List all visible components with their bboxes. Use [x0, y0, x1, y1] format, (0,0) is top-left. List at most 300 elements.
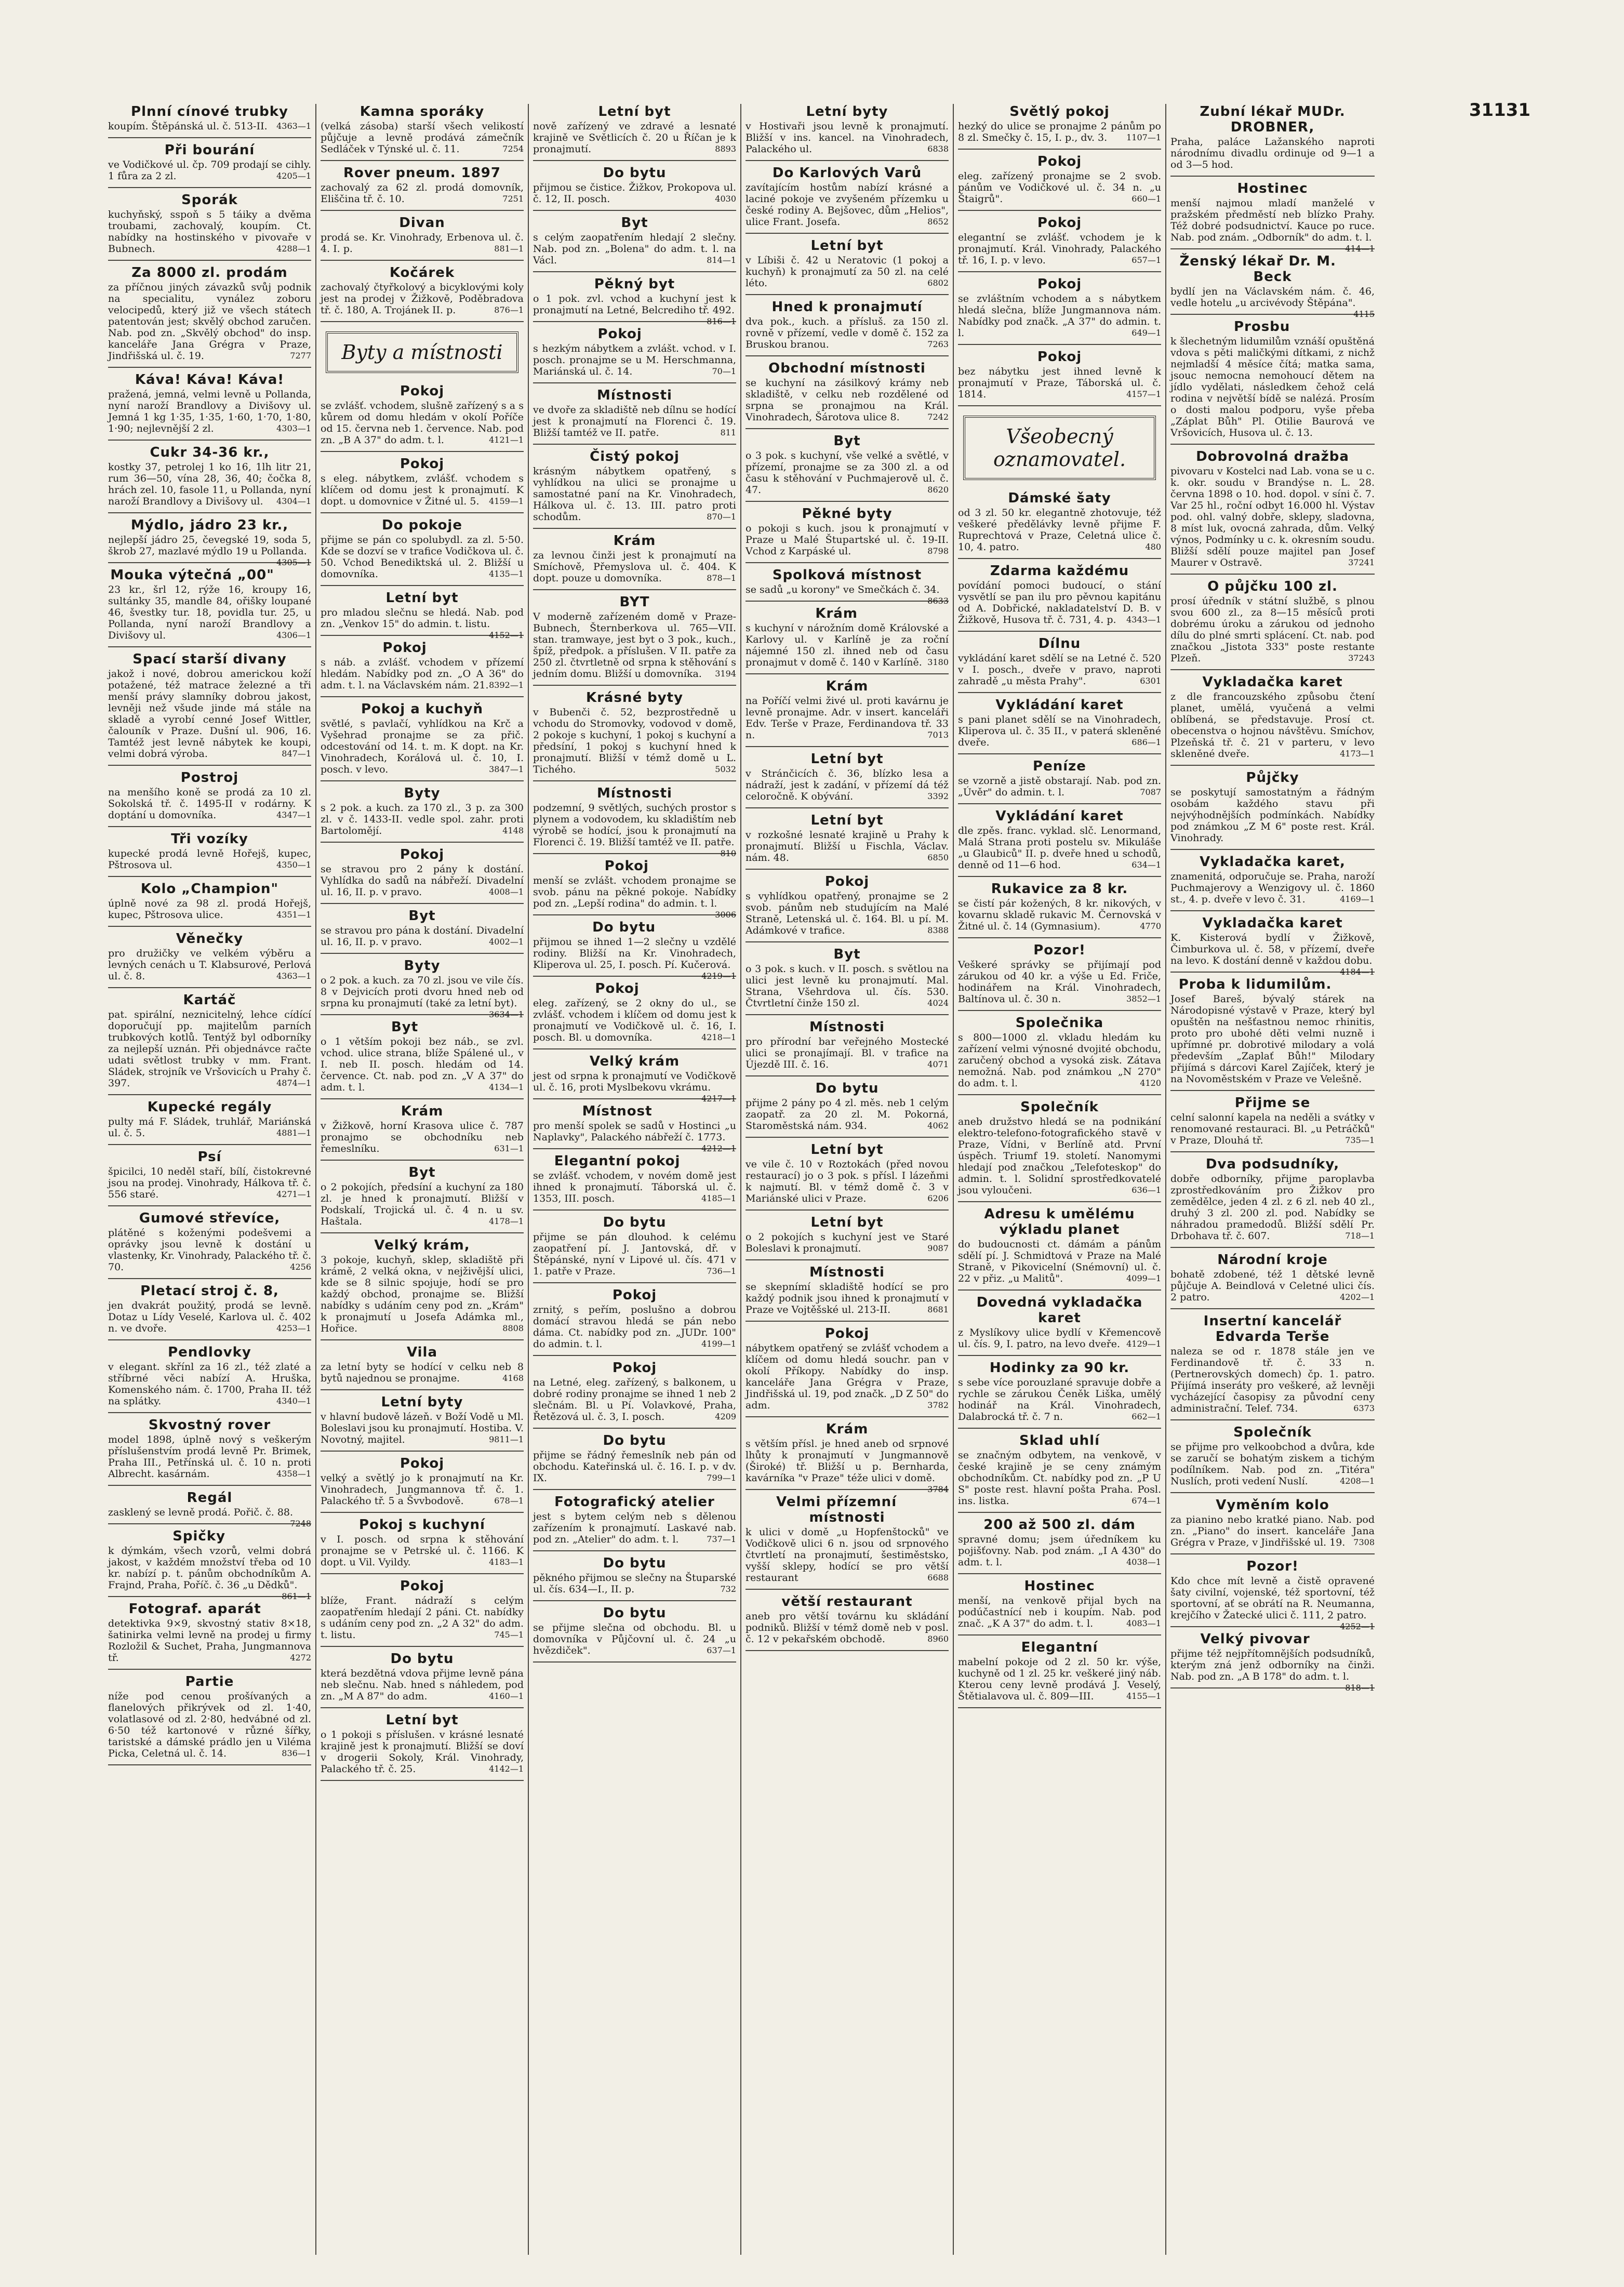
ad-headline: Tři vozíky	[171, 831, 248, 847]
ad-headline: Místnosti	[809, 1265, 885, 1280]
ad-body: s hezkým nábytkem a zvlášt. vchod. v I. posch. pronajme se u M. Herschmanna, Mariánská ul. č. 14.	[533, 343, 736, 377]
ad-body: úplně nové za 98 zl. prodá Hořejš, kupec, Pštrosova ulice.	[108, 898, 311, 921]
ad-text	[321, 657, 524, 691]
ad-number: 4881—1	[276, 1128, 311, 1138]
ad-number: 4008—1	[489, 887, 524, 897]
ad-body: spravné domu; jsem úředníkem ku pojišťovny. Nab. pod znám. „I A 430" do adm. t. l.	[958, 1534, 1161, 1568]
ad-body: za pianino nebo kratké piano. Nab. pod zn. „Piano" do insert. kanceláře Jana Grégra v Praze, v Jindřišské ul. 19.	[1170, 1514, 1375, 1548]
classified-ad	[958, 1206, 1161, 1284]
ad-headline: Za 8000 zl. prodám	[131, 265, 288, 281]
ad-headline: Pozor!	[1246, 1559, 1299, 1574]
ad-text	[321, 182, 524, 205]
section-heading: Všeobecný oznamovatel.	[963, 416, 1156, 480]
ad-body: celní salonní kapela na neděli a svátky v renomované restauraci. Bl. „u Petráčků" v Praze, Dlouhá tř.	[1170, 1112, 1375, 1146]
ad-headline: Insertní kancelář Edvarda Terše	[1203, 1313, 1342, 1345]
ad-number: 8681	[927, 1305, 949, 1314]
classified-ad	[958, 349, 1161, 400]
ad-text	[533, 998, 736, 1043]
ad-divider	[108, 1764, 311, 1765]
ad-body: se přijme slečna od obchodu. Bl. u domovníka v Půjčovní ul. č. 24 „u hvězdiček".	[533, 1622, 736, 1656]
ad-headline: Byt	[408, 1165, 436, 1180]
ad-headline: Společnika	[1015, 1015, 1104, 1031]
ad-divider	[321, 585, 524, 586]
ad-headline: Kupecké regály	[147, 1099, 272, 1115]
ad-body: bez nábytku jest ihned levně k pronajmutí v Praze, Táborská ul. č. 1814.	[958, 366, 1161, 400]
column-5	[954, 104, 1166, 2255]
ad-text	[746, 890, 949, 936]
ad-divider	[746, 428, 949, 429]
ad-text	[533, 182, 736, 205]
ad-divider	[108, 1596, 311, 1597]
ad-text	[533, 936, 736, 981]
ad-body: 3 pokoje, kuchyň, sklep, skladiště při krámě, 2 velká okna, v nejživější ulici, kde se 8 silnic spojuje, hodí se pro každý obchod, pronajme se. Bližší nabídky s udáním ceny pod zn. „Krám" k pronajmutí u Josefa Adámka ml., Hořice.	[321, 1254, 524, 1334]
ad-text	[746, 1526, 949, 1584]
ad-headline: Pokoj	[612, 1287, 657, 1303]
classified-ad	[321, 165, 524, 205]
ad-divider	[533, 271, 736, 272]
ad-body: menší najmou mladí manželé v pražském předměstí neb blízko Prahy. Též dobré podsudnictví. Kauce po ruce. Nab. pod znám. „Odborník" do adm. t. l.	[1170, 197, 1375, 243]
ad-body: menší se zvlášt. vchodem pronajme se svob. pánu na pěkné pokoje. Nabídky pod zn. „Lepší rodina" do admin. t. l.	[533, 875, 736, 909]
ad-divider	[958, 1289, 1161, 1291]
ad-body: jen dvakrát použitý, prodá se levně. Dotaz u Lídy Veselé, Karlova ul. č. 402 n. ve dvoře.	[108, 1300, 311, 1334]
ad-headline: Místnosti	[809, 1019, 885, 1035]
ad-body: na Poříčí velmi živé ul. proti kavárnu je levně pronajme. Adr. v insert. kanceláři Edv. Terše v Praze, Ferdinandova tř. 33 n.	[746, 695, 949, 741]
ad-divider	[321, 953, 524, 954]
ad-headline: Kartáč	[183, 992, 236, 1008]
ad-headline: Letní byt	[598, 104, 671, 119]
ad-divider	[533, 1661, 736, 1663]
ad-text	[108, 1361, 311, 1407]
classified-ad	[533, 388, 736, 438]
ad-divider	[1170, 1247, 1375, 1248]
ad-text	[1170, 691, 1375, 760]
ad-text	[321, 1254, 524, 1334]
ad-body: za příčnou jiných závazků svůj podnik na specialitu, vynález zoboru velocipedů, který již ve všech státech patentován jest; skvělý obchod zaručen. Nab. pod zn. „Skvělý obchod" do insp. kanceláře Jana Grégra v Praze, Jindřišská ul. č. 19.	[108, 282, 311, 362]
ad-divider	[1170, 574, 1375, 575]
ad-body: se vzorně a jistě obstarají. Nab. pod zn. „Úvěr" do admin. t. l.	[958, 775, 1161, 798]
classified-ad	[1170, 1313, 1375, 1414]
classified-ad	[533, 533, 736, 584]
classified-ad	[321, 1394, 524, 1445]
classified-ad	[958, 276, 1161, 339]
ad-text	[321, 121, 524, 155]
classified-ad	[108, 931, 311, 982]
ad-number: 9087	[927, 1243, 949, 1253]
classified-ad	[958, 697, 1161, 748]
classified-ad	[533, 449, 736, 523]
classified-ad	[108, 770, 311, 821]
ad-number: 4185—1	[701, 1193, 736, 1203]
ad-headline: Vykladačka karet	[1202, 674, 1343, 690]
ad-number: 4304—1	[276, 496, 311, 506]
ad-text	[533, 1070, 736, 1103]
ad-divider	[321, 512, 524, 513]
ad-number: 878—1	[707, 573, 736, 583]
ad-text	[958, 121, 1161, 143]
ad-body: prodá se. Kr. Vinohrady, Erbenova ul. č. 4. I. p.	[321, 232, 524, 255]
ad-number: 6301	[1140, 676, 1161, 686]
ad-divider	[533, 914, 736, 915]
ad-number: 5032	[715, 764, 736, 774]
ad-divider	[1170, 176, 1375, 177]
ad-number: 8388	[927, 925, 949, 935]
ad-divider	[533, 321, 736, 322]
ad-body: do budoucnosti ct. dámám a pánům sdělí pí. J. Schmidtová v Praze na Malé Straně, v Pikovicelní (Snémovní) ul. č. 22 v přiz. „u Malitů".	[958, 1239, 1161, 1284]
ad-headline: Místnosti	[597, 388, 672, 403]
ad-number: 8893	[715, 144, 736, 154]
ad-text	[746, 1097, 949, 1132]
ad-headline: Proba k lidumilům.	[1178, 977, 1332, 992]
ad-number: 414—1	[1345, 244, 1375, 254]
ad-text	[108, 1691, 311, 1759]
ad-divider	[746, 294, 949, 295]
ad-body: menší, na venkově přijal bych na podúčastnící neb i koupím. Nab. pod znač. „K A 37" do adm. t. l.	[958, 1595, 1161, 1629]
ad-divider	[533, 589, 736, 590]
ad-number: 4252—1	[1340, 1621, 1375, 1631]
classified-ad	[746, 1142, 949, 1204]
classified-ad	[321, 590, 524, 640]
classified-ad	[321, 383, 524, 446]
ad-number: 636—1	[1132, 1185, 1161, 1195]
classified-ad	[533, 786, 736, 858]
ad-body: zasklený se levně prodá. Pořič. č. 88.	[108, 1507, 294, 1518]
classified-ad	[1170, 1252, 1375, 1303]
ad-divider	[746, 501, 949, 502]
ad-headline: Pozor!	[1033, 942, 1086, 958]
classified-ad	[746, 238, 949, 289]
ad-number: 4062	[927, 1121, 949, 1131]
classified-ad	[958, 759, 1161, 798]
ad-divider	[1170, 314, 1375, 315]
classified-ad	[108, 517, 311, 567]
ad-divider	[746, 746, 949, 747]
ad-headline: Psí	[197, 1149, 222, 1165]
ad-body: Kdo chce mít levně a čistě opravené šaty civilní, vojenské, též sportovní, též sportovní, ať se obrátí na R. Neumanna, krejčího v Žatecké ulici č. 111, 2 patro.	[1170, 1575, 1375, 1621]
ad-text	[533, 1231, 736, 1277]
ad-body: v Hostivaři jsou levně k pronajmutí. Bližší v ins. kancel. na Vinohradech, Palackého ul.	[746, 121, 949, 155]
ad-headline: Káva! Káva! Káva!	[135, 372, 285, 388]
ad-text	[958, 1239, 1161, 1284]
ad-text	[746, 584, 949, 606]
ad-divider	[958, 558, 1161, 559]
ad-number: 70—1	[712, 366, 736, 376]
ad-text	[321, 534, 524, 580]
classified-ad	[1170, 1559, 1375, 1631]
ad-number: 7308	[1353, 1537, 1375, 1547]
ad-text	[746, 768, 949, 802]
ad-headline: Pěkný byt	[594, 276, 675, 292]
ad-body: zachovalý čtyřkolový a bicyklovými koly jest na prodej v Žižkově, Poděbradova tř. č. 180, A. Trojánek II. p.	[321, 282, 524, 316]
classified-ad	[321, 1517, 524, 1568]
ad-number: 4202—1	[1340, 1292, 1375, 1302]
ad-number: 3852—1	[1126, 994, 1161, 1004]
ad-body: v Stránčicích č. 36, blízko lesa a nádraží, jest k zadání, v přízemí dá též celoročně. K obývání.	[746, 768, 949, 802]
ad-divider	[1170, 1553, 1375, 1554]
ad-text	[533, 232, 736, 266]
ad-number: 4148	[502, 826, 524, 835]
ad-divider	[321, 210, 524, 211]
ad-headline: Dva podsudníky,	[1205, 1156, 1340, 1172]
ad-body: koupím. Štěpánská ul. č. 513-II.	[108, 121, 268, 132]
ad-divider	[746, 1489, 949, 1490]
ad-text	[958, 1656, 1161, 1702]
classified-ad	[321, 104, 524, 155]
ad-number: 4305—1	[276, 557, 311, 567]
ad-number: 4205—1	[276, 171, 311, 181]
classified-ad	[1170, 579, 1375, 664]
classified-ad	[1170, 449, 1375, 568]
ad-body: přijme 2 pány po 4 zl. měs. neb 1 celým zaopatř. za 20 zl. M. Pokorná, Staroměstská nám. 934.	[746, 1097, 949, 1132]
classified-ad	[108, 831, 311, 871]
classified-ad	[108, 192, 311, 255]
ad-number: 3006	[715, 910, 736, 920]
ad-headline: Místnosti	[597, 786, 672, 801]
ad-divider	[321, 1707, 524, 1708]
ad-number: 4038—1	[1126, 1557, 1161, 1567]
ad-body: z dle francouzského způsobu čtení planet, umělá, vyučená a velmi oblíbená, se představuje. Prosí ct. obecenstva o hojnou návštěvu. Smíchov, Plzeňská tř. č. 21 v parteru, v levo skleněné dveře.	[1170, 691, 1375, 760]
ad-headline: Do bytu	[603, 1605, 667, 1621]
ad-text	[533, 611, 736, 680]
ad-divider	[958, 1201, 1161, 1202]
classified-ad	[321, 1165, 524, 1227]
ad-headline: Byty	[404, 958, 441, 974]
ad-headline: Krám	[826, 1421, 869, 1437]
ad-headline: Dobrovolná dražba	[1196, 449, 1349, 464]
ad-text	[746, 1036, 949, 1070]
ad-headline: Hodinky za 90 kr.	[989, 1360, 1130, 1376]
ad-divider	[958, 1094, 1161, 1095]
ad-number: 4209	[715, 1412, 736, 1421]
ad-headline: Pokoj	[400, 1456, 445, 1471]
ad-body: ve dvoře za skladiště neb dílnu se hodící jest k pronajmutí na Florenci č. 19. Bližší tamtéž ve II. patře.	[533, 404, 736, 438]
ad-text	[321, 925, 524, 948]
ad-body: velký a světlý jo k pronajmutí na Kr. Vinohradech, Jungmannova tř. č. 1. Palackého tř. 5 a Švvbodově.	[321, 1472, 524, 1507]
ad-divider	[1170, 1492, 1375, 1493]
ad-body: podzemní, 9 světlých, suchých prostor s plynem a vodovodem, ku skladištím neb výrobě se hodící, jsou k pronajmutí na Florenci č. 19. Bližší tamtéž ve II. patře.	[533, 802, 736, 848]
classified-ad	[746, 1421, 949, 1494]
ad-headline: Postroj	[180, 770, 239, 786]
ad-body: za levnou činži jest k pronajmutí na Smíchově, Přemyslova ul. č. 404. K dopt. pouze u domovníka.	[533, 550, 736, 584]
ad-divider	[321, 1232, 524, 1233]
ad-text	[746, 1611, 949, 1645]
classified-ad	[746, 1326, 949, 1411]
ad-body: k šlechetným lidumilům vznáší opuštěná vdova s pěti maličkými dítkami, z nichž nejmladší 4 měsíce čítá; matka sama, jsouc nemocna nemohoucí dětem na jídlo vydělati, následkem čehož celá rodina v největší bídě se nalézá. Prosím o dosti malou podporu, vyše přeba „Záplat Bůh" Pl. Otilie Baurová ve Vršovicích, Husova ul. č. 13.	[1170, 336, 1375, 438]
ad-number: 4303—1	[276, 423, 311, 433]
ad-number: 8620	[927, 485, 949, 495]
ad-body: V moderně zařízeném domě v Praze-Bubnech, Šternberkova ul. 765—VII. stan. tramwaye, jest byt o 3 pok., kuch., špíž, předpok. a příslušen. V II. patře za 250 zl. čtvrtletně od srpna k stěhování s jedním domu. Bližší u domovníka.	[533, 611, 736, 680]
ad-headline: Sklad uhlí	[1019, 1433, 1100, 1448]
ad-text	[1170, 1173, 1375, 1242]
classified-ad	[533, 326, 736, 377]
classified-ad	[321, 1238, 524, 1334]
ad-body: bydlí jen na Václavském nám. č. 46, vedle hotelu „u arcivévody Štěpána".	[1170, 286, 1375, 309]
ad-text	[321, 1036, 524, 1093]
ad-headline: Pokoj	[612, 1360, 657, 1376]
classified-ad	[108, 1345, 311, 1407]
ad-body: bohatě zdobené, též 1 dětské levně půjčuje A. Beindlová v Celetné ulici čís. 2 patro.	[1170, 1269, 1375, 1303]
ad-body: přijme též nejpřítomnějších podsudníků, kterým zná jenž odborníky na činži. Nab. pod zn. „A B 178" do adm. t. l.	[1170, 1648, 1375, 1682]
ad-text	[958, 775, 1161, 798]
ad-divider	[321, 1512, 524, 1513]
ad-headline: Fotografický atelier	[554, 1494, 715, 1510]
ad-text	[958, 170, 1161, 205]
classified-ad	[108, 1283, 311, 1334]
ad-headline: Gumové střevíce,	[139, 1211, 281, 1226]
classified-ad	[533, 1287, 736, 1350]
ad-headline: Pendlovky	[168, 1345, 251, 1360]
ad-number: 4184—1	[1340, 967, 1375, 977]
ad-headline: Spolková místnost	[772, 567, 922, 583]
ad-number: 4134—1	[489, 1082, 524, 1092]
ad-headline: Divan	[399, 215, 445, 231]
ad-headline: Společník	[1233, 1425, 1312, 1440]
ad-headline: Ženský lékař Dr. M. Beck	[1179, 254, 1336, 285]
ad-divider	[533, 528, 736, 529]
ad-body: povídání pomoci budoucí, o stání vysvětlí se pan ilu pro pěvnou kapitánu od A. Dobřické, nakladatelství D. B. v Žižkově, Husova tř. č. 731, 4. p.	[958, 580, 1161, 626]
ad-text	[108, 848, 311, 871]
ad-body: nejlepší jádro 25, čevegské 19, soda 5, škrob 27, mazlavé mýdlo 19 u Pollanda.	[108, 534, 311, 557]
ad-body: se zvláštním vchodem a s nábytkem hledá slečna, blíže Jungmannova nám. Nabídky pod značk. „A 37" do admin. t. l.	[958, 293, 1161, 339]
classified-ad	[321, 908, 524, 948]
ad-body: pro přírodní bar veřejného Mostecké ulici se pronajímají. Bl. v trafice na Újezdě III. č. 16.	[746, 1036, 949, 1070]
ad-text	[108, 534, 311, 567]
ad-number: 686—1	[1132, 737, 1161, 747]
ad-number: 876—1	[494, 305, 524, 315]
ad-headline: Letní byty	[381, 1394, 463, 1410]
ad-headline: Pokoj	[1037, 215, 1082, 231]
ad-number: 745—1	[494, 1630, 524, 1640]
classified-ad	[533, 1054, 736, 1103]
ad-text	[533, 1120, 736, 1153]
ad-text	[108, 282, 311, 362]
ad-divider	[533, 210, 736, 211]
ad-body: světlé, s pavlačí, vyhlídkou na Krč a Vyšehrad pronajme se za přič. odcestování od 14. t. m. K dopt. na Kr. Vinohradech, Korálová ul. č. 10, I. posch. v levo.	[321, 718, 524, 775]
classified-ad	[533, 1153, 736, 1204]
ad-divider	[958, 149, 1161, 150]
ad-headline: Plnní cínové trubky	[131, 104, 288, 119]
ad-divider	[321, 160, 524, 161]
ad-number: 4129—1	[1126, 1339, 1161, 1349]
ad-body: dle zpěs. franc. vyklad. slč. Lenormand, Malá Strana proti postelu sv. Mikuláše „u Glaubiců" II. p. dveře hned u schodů, denně od 11—6 hod.	[958, 825, 1161, 871]
ad-number: 649—1	[1132, 328, 1161, 338]
classified-ad	[533, 104, 736, 155]
ad-divider	[1170, 849, 1375, 850]
ad-headline: Partie	[185, 1674, 234, 1690]
ad-divider	[108, 1144, 311, 1145]
classified-ad	[958, 1360, 1161, 1422]
ad-number: 4159—1	[489, 496, 524, 506]
ad-number: 3634—1	[489, 1009, 524, 1019]
ad-headline: Půjčky	[1246, 770, 1299, 786]
ad-body: zachovalý za 62 zl. prodá domovník, Eliščina tř. č. 10.	[321, 182, 524, 205]
ad-number: 4169—1	[1340, 894, 1375, 904]
ad-headline: Krásné byty	[585, 690, 684, 706]
ad-divider	[108, 826, 311, 827]
ad-body: kuchyňský, sspoň s 5 táiky a dvěma troubami, zachovalý, koupím. Ct. nabídky na hostinského v pivovaře v Bubnech.	[108, 209, 311, 255]
ad-body: K. Kisterová bydlí v Žižkově, Čimburkova ul. č. 58, v přízemí, dveře na levo. K dostání denně v každou dobu.	[1170, 932, 1375, 966]
ad-divider	[108, 1669, 311, 1670]
ad-divider	[533, 1209, 736, 1211]
ad-body: s sebe více porouzlané spravuje dobře a rychle se zárukou Čeněk Liška, umělý hodinář na Král. Vinohradech, Dalabrocká tř. č. 7 n.	[958, 1377, 1161, 1422]
classified-ad	[321, 1456, 524, 1507]
ad-number: 7251	[502, 194, 524, 204]
ad-body: se sadů „u korony" ve Smečkách č. 34.	[746, 584, 940, 595]
ad-headline: Pletací stroj č. 8,	[140, 1283, 279, 1299]
ad-text	[321, 1361, 524, 1384]
ad-headline: Při bourání	[164, 142, 255, 158]
ad-divider	[746, 1075, 949, 1076]
ad-headline: Do bytu	[603, 165, 667, 181]
classified-ad	[108, 1149, 311, 1200]
ad-text	[108, 1227, 311, 1273]
ad-text	[533, 293, 736, 326]
ad-headline: větší restaurant	[781, 1594, 913, 1610]
ad-body: Praha, paláce Lažanského naproti národnímu divadlu ordinuje od 9—1 a od 3—5 hod.	[1170, 136, 1375, 170]
ad-text	[746, 1231, 949, 1254]
classified-ad	[533, 1360, 736, 1422]
ad-headline: Velmi přízemní místnosti	[776, 1494, 897, 1525]
ad-headline: Pokoj	[400, 1578, 445, 1594]
ad-text	[958, 293, 1161, 339]
ad-body: pulty má F. Sládek, truhlář, Mariánská ul. č. 5.	[108, 1116, 311, 1139]
ad-divider	[746, 562, 949, 563]
ad-text	[746, 316, 949, 350]
ad-text	[108, 1618, 311, 1664]
ad-body: znamenitá, odporučuje se. Praha, naroží Puchmajerovy a Wenzigovy ul. č. 1860 st., 4. p. dveře v levo č. 31.	[1170, 871, 1375, 905]
ad-number: 660—1	[1132, 194, 1161, 204]
ad-text	[958, 366, 1161, 400]
ad-text	[1170, 1514, 1375, 1548]
ad-body: o 2 pok. a kuch. za 70 zl. jsou ve vile čís. 8 v Dejvicích proti dvoru hned neb od srpna ku pronajmutí (také za letní byt).	[321, 975, 524, 1009]
ad-headline: Vila	[406, 1345, 438, 1360]
ad-number: 4253—1	[276, 1323, 311, 1333]
ad-text	[108, 948, 311, 982]
ad-text	[1170, 197, 1375, 254]
ad-number: 816—1	[707, 316, 736, 326]
ad-body: která bezdětná vdova přijme levně pána neb slečnu. Nab. hned s náhledem, pod zn. „M A 87" do adm.	[321, 1668, 524, 1702]
ad-text	[958, 653, 1161, 687]
ad-body: k ulici v domě „u Hopfenštocků" ve Vodičkově ulici 6 n. jsou od srpnového čtvrtletí na pronajmutí, šestiměstsko, vyšší sklepy, hodící se pro větší restaurant	[746, 1526, 949, 1584]
ad-text	[108, 668, 311, 760]
classified-ad	[533, 1605, 736, 1656]
ad-divider	[1170, 1090, 1375, 1091]
ad-divider	[533, 853, 736, 854]
classified-ad	[533, 594, 736, 680]
ad-number: 4178—1	[489, 1216, 524, 1226]
ad-body: v Žižkově, horní Krasova ulice č. 787 pronajmo se obchodníku neb řemeslníku.	[321, 1120, 524, 1154]
ad-text	[746, 1342, 949, 1411]
ad-text	[1170, 1441, 1375, 1487]
ad-body: se přijme pro velkoobchod a dvůra, kde se zaručí se bohatým ziskem a tichým podílníkem. Nab. pod zn. „Titéra" Nuslích, proti vedení Nuslí.	[1170, 1441, 1375, 1487]
ad-number: 4770	[1140, 921, 1161, 931]
ad-headline: Peníze	[1033, 759, 1086, 774]
ad-body: přijme se pán co spolubydl. za zl. 5·50. Kde se dozví se v trafice Vodičkova ul. č. 50. Vchod Benediktská ul. 2. Bližší u domovníka.	[321, 534, 524, 580]
ad-headline: Přijme se	[1234, 1095, 1311, 1111]
ad-headline: Mýdlo, jádro 23 kr.,	[130, 517, 289, 533]
classified-ad	[958, 808, 1161, 871]
classified-ad	[746, 361, 949, 423]
ad-number: 4160—1	[489, 1691, 524, 1701]
ad-text	[746, 121, 949, 155]
ad-headline: Mouka výtečná „00"	[110, 567, 274, 583]
ad-number: 4212—1	[701, 1144, 736, 1153]
ad-text	[108, 1009, 311, 1089]
ad-body: se stravou pro 2 pány k dostání. Vyhlídka do sadů na nábřeží. Divadelní ul. 16, II. p. v pravo.	[321, 863, 524, 898]
classified-ad	[958, 490, 1161, 553]
ad-body: přijmou se čistice. Žižkov, Prokopova ul. č. 12, II. posch.	[533, 182, 736, 205]
ad-divider	[321, 451, 524, 452]
classified-ad	[108, 142, 311, 182]
